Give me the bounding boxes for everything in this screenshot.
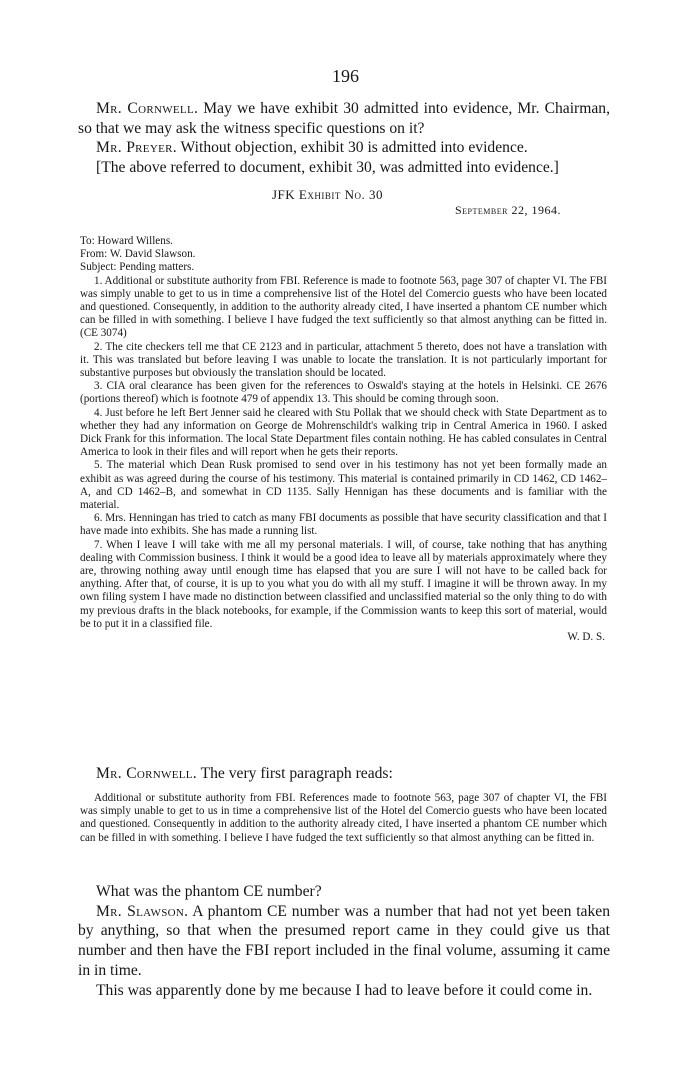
preyer-ruling: Mr. Preyer. Without objection, exhibit 30 is admitted into evidence.: [96, 139, 528, 157]
page-number: 196: [332, 66, 359, 86]
admission-note: [The above referred to document, exhibit 30, was admitted into evidence.]: [96, 159, 559, 177]
cornwell-statement: Mr. Cornwell. The very first paragraph reads:: [96, 765, 393, 782]
cornwell-reads-block: [78, 764, 610, 784]
speaker-label: Mr. Slawson.: [96, 902, 189, 920]
memo-signature: W. D. S.: [567, 631, 605, 644]
intro-block: [78, 99, 610, 178]
memo-block: [80, 235, 607, 644]
memo-item-7: 7. When I leave I will take with me all my personal materials. I will, of course, take nothing that has anything dealing with Commission business. I think it would be a good idea to leave all by materials approximately where they are, throwing nothing away until enough time has elapsed that you are sure I will not have to be called back for anything. After that, of course, it is up to you what you do with all my stuff. I imagine it will be thrown away. In my own filing system I have made no distinction between classified and unclassified material so the only thing to do with my previous drafts in the black notebooks, for example, if the Commission wants to keep this sort of material, would be to put it in a classified file.: [80, 538, 607, 630]
exhibit-title: JFK Exhibit No. 30: [272, 187, 383, 202]
exhibit-date: September 22, 1964.: [455, 203, 561, 217]
memo-item-4: 4. Just before he left Bert Jenner said he cleared with Stu Pollak that we should check with State Department as to whether they had any information on George de Mohrenschildt's walking trip in Central America in 1960. I asked Dick Frank for this information. The local State Department files contain nothing. He has cabled consulates in Central America to look in their files and will report when he gets their reports.: [80, 406, 607, 459]
phantom-question: What was the phantom CE number?: [96, 883, 322, 900]
closing-sentence: This was apparently done by me because I had to leave before it could come in.: [96, 981, 593, 999]
memo-from: From: W. David Slawson.: [80, 248, 196, 261]
memo-subject: Subject: Pending matters.: [80, 261, 195, 274]
memo-to: To: Howard Willens.: [80, 235, 173, 247]
speaker-label: Mr. Cornwell.: [96, 765, 197, 782]
closing-block: [78, 882, 610, 1000]
memo-item-3: 3. CIA oral clearance has been given for the references to Oswald's staying at the hotels in Helsinki. CE 2676 (portions thereof) which is footnote 479 of appendix 13. This should be coming through soon.: [80, 380, 607, 406]
cornwell-request: Mr. Cornwell. May we have exhibit 30 admitted into evidence, Mr. Chairman, so that we may ask the witness specific questions on it?: [78, 100, 610, 137]
memo-item-6: 6. Mrs. Henningan has tried to catch as many FBI documents as possible that have security classification and that I have made into exhibits. She has made a running list.: [80, 512, 607, 538]
memo-item-1: 1. Additional or substitute authority from FBI. Reference is made to footnote 563, page 307 of chapter VI. The FBI was simply unable to get to us in time a comprehensive list of the Hotel del Comercio guests who have been located and questioned. Consequently, in addition to the authority already cited, I have inserted a phantom CE number which can be filled in with something. I believe I have fudged the text sufficiently so that almost anything can be fitted in. (CE 3074): [80, 274, 607, 340]
speaker-label: Mr. Cornwell.: [96, 100, 199, 117]
memo-item-2: 2. The cite checkers tell me that CE 2123 and in particular, attachment 5 thereto, does not have a translation with it. This was translated but before leaving I was unable to locate the translation. It is not particularly important for substantive purposes but obviously the translation should be located.: [80, 340, 607, 380]
memo-item-5: 5. The material which Dean Rusk promised to send over in his testimony has not yet been formally made an exhibit as was agreed during the course of his testimony. This material is contained primarily in CD 1462, CD 1462–A, and CD 1462–B, and somewhat in CD 1135. Sally Hennigan has these documents and is familiar with the material.: [80, 459, 607, 512]
quoted-paragraph-block: [80, 792, 607, 845]
quoted-paragraph: Additional or substitute authority from FBI. References made to footnote 563, page 307 of chapter VI, the FBI was simply unable to get to us in time a comprehensive list of the Hotel del Comercio guests who have been located and questioned. Consequently in addition to the authority already cited, I have inserted a phantom CE number which can be filled in with something. I believe I have fudged the text sufficiently so that almost anything can be fitted in.: [80, 792, 607, 844]
slawson-answer: Mr. Slawson. A phantom CE number was a number that had not yet been taken by anything, so that when the presumed report came in they could give us that number and then have the FBI report included in the final volume, assuming it came in in time.: [78, 902, 610, 979]
speaker-label: Mr. Preyer.: [96, 139, 177, 157]
